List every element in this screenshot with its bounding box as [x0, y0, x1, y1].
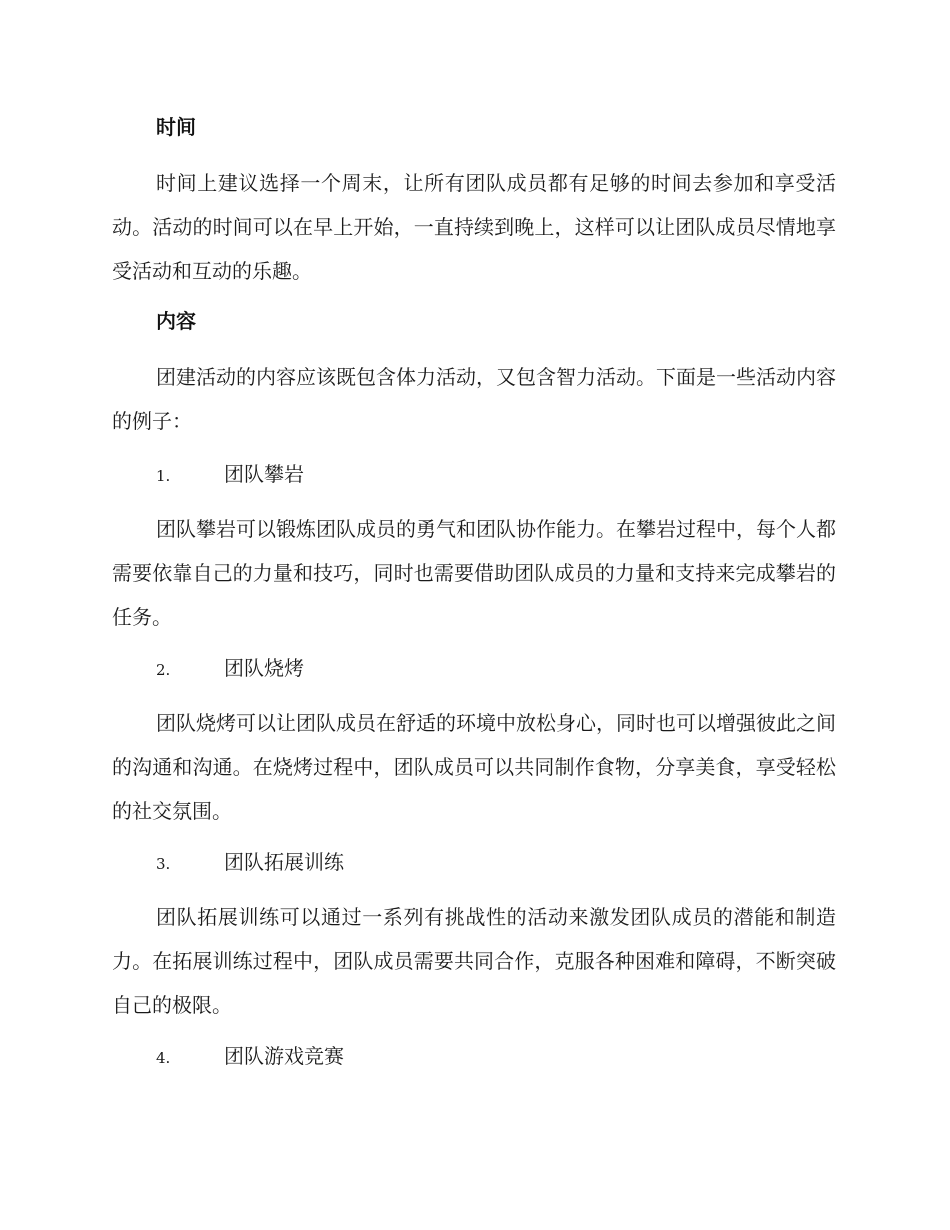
list-number: 3. [156, 855, 171, 873]
content-paragraph: 团建活动的内容应该既包含体力活动，又包含智力活动。下面是一些活动内容的例子： [112, 365, 836, 433]
list-number: 2. [156, 661, 171, 679]
activity-2-description: 团队烧烤可以让团队成员在舒适的环境中放松身心，同时也可以增强彼此之间的沟通和沟通。在烧烤过程中，团队成员可以共同制作食物，分享美食，享受轻松的社交氛围。 [112, 711, 836, 823]
content-heading: 内容 [156, 309, 196, 333]
time-paragraph: 时间上建议选择一个周末，让所有团队成员都有足够的时间去参加和享受活动。活动的时间可以在早上开始，一直持续到晚上，这样可以让团队成员尽情地享受活动和互动的乐趣。 [112, 171, 836, 283]
list-item-title: 团队烧烤 [224, 656, 304, 680]
activity-1-description: 团队攀岩可以锻炼团队成员的勇气和团队协作能力。在攀岩过程中，每个人都需要依靠自己的力量和技巧，同时也需要借助团队成员的力量和支持来完成攀岩的任务。 [112, 517, 836, 629]
list-item-1 [156, 460, 304, 490]
list-number: 4. [156, 1049, 171, 1067]
list-item-2 [156, 654, 304, 684]
time-heading: 时间 [156, 115, 196, 139]
list-number: 1. [156, 467, 171, 485]
list-item-title: 团队拓展训练 [224, 850, 344, 874]
list-item-title: 团队攀岩 [224, 462, 304, 486]
activity-3-description: 团队拓展训练可以通过一系列有挑战性的活动来激发团队成员的潜能和制造力。在拓展训练过程中，团队成员需要共同合作，克服各种困难和障碍，不断突破自己的极限。 [112, 905, 836, 1017]
list-item-3 [156, 848, 344, 878]
list-item-4 [156, 1042, 344, 1072]
list-item-title: 团队游戏竞赛 [224, 1044, 344, 1068]
